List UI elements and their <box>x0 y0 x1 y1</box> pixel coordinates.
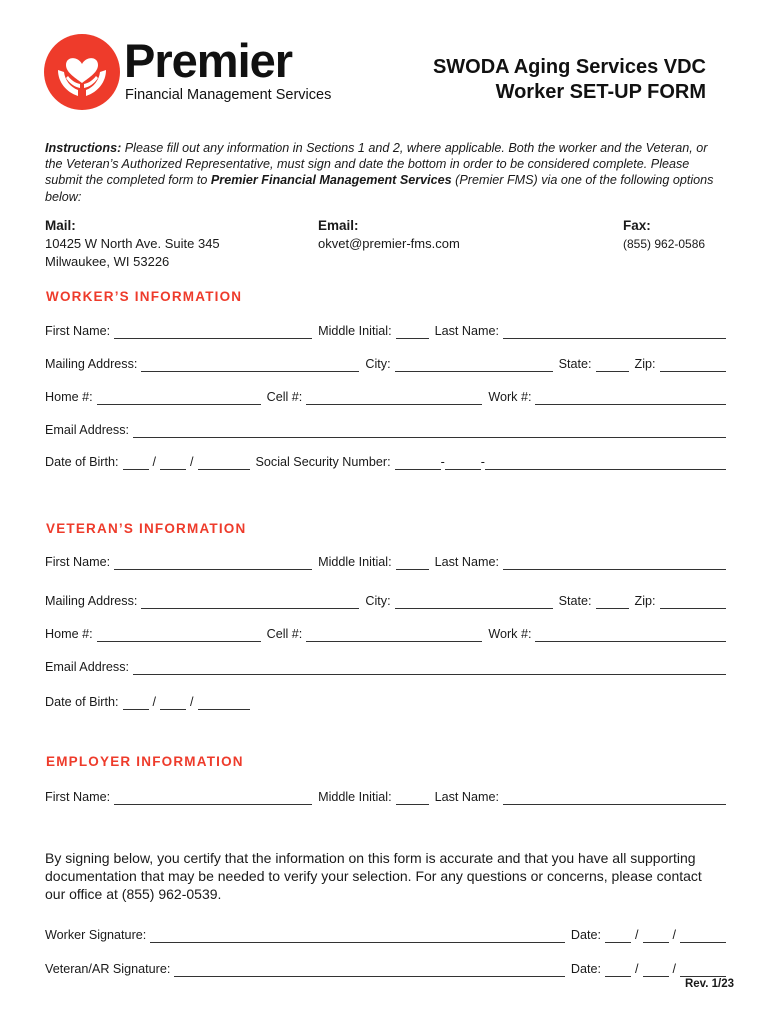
heart-hands-icon <box>44 34 120 110</box>
city-label: City: <box>365 594 391 608</box>
ssn-label: Social Security Number: <box>255 455 391 469</box>
worker-ssn-part2-field[interactable] <box>445 457 481 470</box>
worker-signature-field[interactable] <box>150 930 565 943</box>
home-phone-label: Home #: <box>45 390 93 404</box>
worker-city-field[interactable] <box>395 359 553 372</box>
worker-dob-day-field[interactable] <box>160 457 186 470</box>
veteran-sign-date-day-field[interactable] <box>643 964 669 977</box>
dob-slash: / <box>190 455 194 469</box>
veteran-email-field[interactable] <box>133 662 726 675</box>
dob-slash: / <box>190 695 194 709</box>
work-phone-label: Work #: <box>488 390 532 404</box>
worker-sign-date-month-field[interactable] <box>605 930 631 943</box>
mail-line1: 10425 W North Ave. Suite 345 <box>45 236 220 251</box>
employer-first-name-field[interactable] <box>114 792 312 805</box>
email-address-label: Email Address: <box>45 660 129 674</box>
veteran-cell-phone-field[interactable] <box>306 629 482 642</box>
veteran-dob-year-field[interactable] <box>198 697 250 710</box>
contact-fax <box>623 217 705 253</box>
premier-logo <box>44 34 344 114</box>
dob-slash: / <box>152 455 156 469</box>
worker-address-row <box>45 354 726 372</box>
contact-mail <box>45 217 220 271</box>
middle-initial-label: Middle Initial: <box>318 324 392 338</box>
form-title-line1: SWODA Aging Services VDC <box>432 56 706 78</box>
form-title-line2: Worker SET-UP FORM <box>495 81 706 103</box>
last-name-label: Last Name: <box>434 324 499 338</box>
instructions-text2: (Premier FMS) via one of the following options below: <box>45 173 714 204</box>
veteran-last-name-field[interactable] <box>503 557 726 570</box>
instructions <box>45 140 725 205</box>
worker-middle-initial-field[interactable] <box>396 326 429 339</box>
state-label: State: <box>558 594 592 608</box>
worker-section-title: WORKER’S INFORMATION <box>46 289 243 304</box>
veteran-dob-day-field[interactable] <box>160 697 186 710</box>
first-name-label: First Name: <box>45 324 111 338</box>
email-label: Email: <box>318 218 359 233</box>
worker-dob-month-field[interactable] <box>123 457 149 470</box>
worker-last-name-field[interactable] <box>503 326 726 339</box>
employer-middle-initial-field[interactable] <box>396 792 429 805</box>
brand-subtitle: Financial Management Services <box>125 87 332 103</box>
home-phone-label: Home #: <box>45 627 93 641</box>
veteran-sign-date-year-field[interactable] <box>680 964 726 977</box>
mailing-address-label: Mailing Address: <box>45 357 138 371</box>
veteran-name-row <box>45 552 726 570</box>
date-label: Date: <box>570 928 601 942</box>
worker-work-phone-field[interactable] <box>535 392 726 405</box>
mail-label: Mail: <box>45 218 76 233</box>
worker-cell-phone-field[interactable] <box>306 392 482 405</box>
dob-slash: / <box>152 695 156 709</box>
cell-phone-label: Cell #: <box>266 627 303 641</box>
brand-name: Premier <box>124 34 293 87</box>
worker-sign-date-year-field[interactable] <box>680 930 726 943</box>
dob-label: Date of Birth: <box>45 695 119 709</box>
state-label: State: <box>558 357 592 371</box>
zip-label: Zip: <box>634 357 656 371</box>
worker-state-field[interactable] <box>596 359 629 372</box>
worker-dob-year-field[interactable] <box>198 457 250 470</box>
veteran-signature-label: Veteran/AR Signature: <box>45 962 171 976</box>
veteran-first-name-field[interactable] <box>114 557 312 570</box>
middle-initial-label: Middle Initial: <box>318 790 392 804</box>
veteran-middle-initial-field[interactable] <box>396 557 429 570</box>
worker-home-phone-field[interactable] <box>97 392 261 405</box>
employer-last-name-field[interactable] <box>503 792 726 805</box>
zip-label: Zip: <box>634 594 656 608</box>
date-slash: / <box>635 928 639 942</box>
veteran-signature-field[interactable] <box>174 964 565 977</box>
veteran-home-phone-field[interactable] <box>97 629 261 642</box>
veteran-signature-row <box>45 959 726 977</box>
veteran-state-field[interactable] <box>596 596 629 609</box>
date-slash: / <box>635 962 639 976</box>
contact-email <box>318 217 460 253</box>
veteran-mailing-address-field[interactable] <box>141 596 359 609</box>
employer-name-row <box>45 787 726 805</box>
worker-email-field[interactable] <box>133 425 726 438</box>
worker-zip-field[interactable] <box>660 359 727 372</box>
certification-text: By signing below, you certify that the information on this form is accurate and that you have all supporting documentation that may be needed to verify your selection. For any questions or concerns, please contact our office at (855) 962-0539. <box>45 850 702 902</box>
worker-mailing-address-field[interactable] <box>141 359 359 372</box>
worker-ssn-part1-field[interactable] <box>395 457 441 470</box>
veteran-section-title: VETERAN’S INFORMATION <box>46 521 247 536</box>
veteran-city-field[interactable] <box>395 596 553 609</box>
ssn-dash: - <box>440 455 445 469</box>
dob-label: Date of Birth: <box>45 455 119 469</box>
veteran-zip-field[interactable] <box>660 596 727 609</box>
last-name-label: Last Name: <box>434 790 499 804</box>
mailing-address-label: Mailing Address: <box>45 594 138 608</box>
worker-ssn-part3-field[interactable] <box>485 457 726 470</box>
revision-label: Rev. 1/23 <box>684 978 734 990</box>
worker-first-name-field[interactable] <box>114 326 312 339</box>
mail-line2: Milwaukee, WI 53226 <box>45 254 170 269</box>
date-label: Date: <box>570 962 601 976</box>
last-name-label: Last Name: <box>434 555 499 569</box>
veteran-sign-date-month-field[interactable] <box>605 964 631 977</box>
email-value[interactable]: okvet@premier-fms.com <box>318 236 460 251</box>
veteran-dob-month-field[interactable] <box>123 697 149 710</box>
email-address-label: Email Address: <box>45 423 129 437</box>
veteran-phone-row <box>45 624 726 642</box>
cell-phone-label: Cell #: <box>266 390 303 404</box>
worker-signature-label: Worker Signature: <box>45 928 147 942</box>
worker-signature-row <box>45 925 726 943</box>
worker-email-row <box>45 420 726 438</box>
veteran-address-row <box>45 591 726 609</box>
worker-name-row <box>45 321 726 339</box>
date-slash: / <box>672 962 676 976</box>
first-name-label: First Name: <box>45 790 111 804</box>
first-name-label: First Name: <box>45 555 111 569</box>
city-label: City: <box>365 357 391 371</box>
ssn-dash: - <box>480 455 485 469</box>
instructions-company: Premier Financial Management Services <box>210 173 452 188</box>
veteran-work-phone-field[interactable] <box>535 629 726 642</box>
veteran-email-row <box>45 657 726 675</box>
worker-sign-date-day-field[interactable] <box>643 930 669 943</box>
instructions-text1: Please fill out any information in Sections 1 and 2, where applicable. Both the worker and the Veteran, or the Veteran’s Authorized Representative, must sign and date the bottom in order to be considered complete. Please submit the completed form to <box>45 141 708 188</box>
form-title <box>433 55 706 105</box>
worker-phone-row <box>45 387 726 405</box>
fax-label: Fax: <box>623 218 651 233</box>
veteran-dob-row <box>45 692 726 710</box>
middle-initial-label: Middle Initial: <box>318 555 392 569</box>
date-slash: / <box>672 928 676 942</box>
worker-dob-row <box>45 452 726 470</box>
employer-section-title: EMPLOYER INFORMATION <box>46 754 244 769</box>
instructions-lead: Instructions: <box>45 141 122 155</box>
fax-value: (855) 962-0586 <box>623 237 706 251</box>
work-phone-label: Work #: <box>488 627 532 641</box>
